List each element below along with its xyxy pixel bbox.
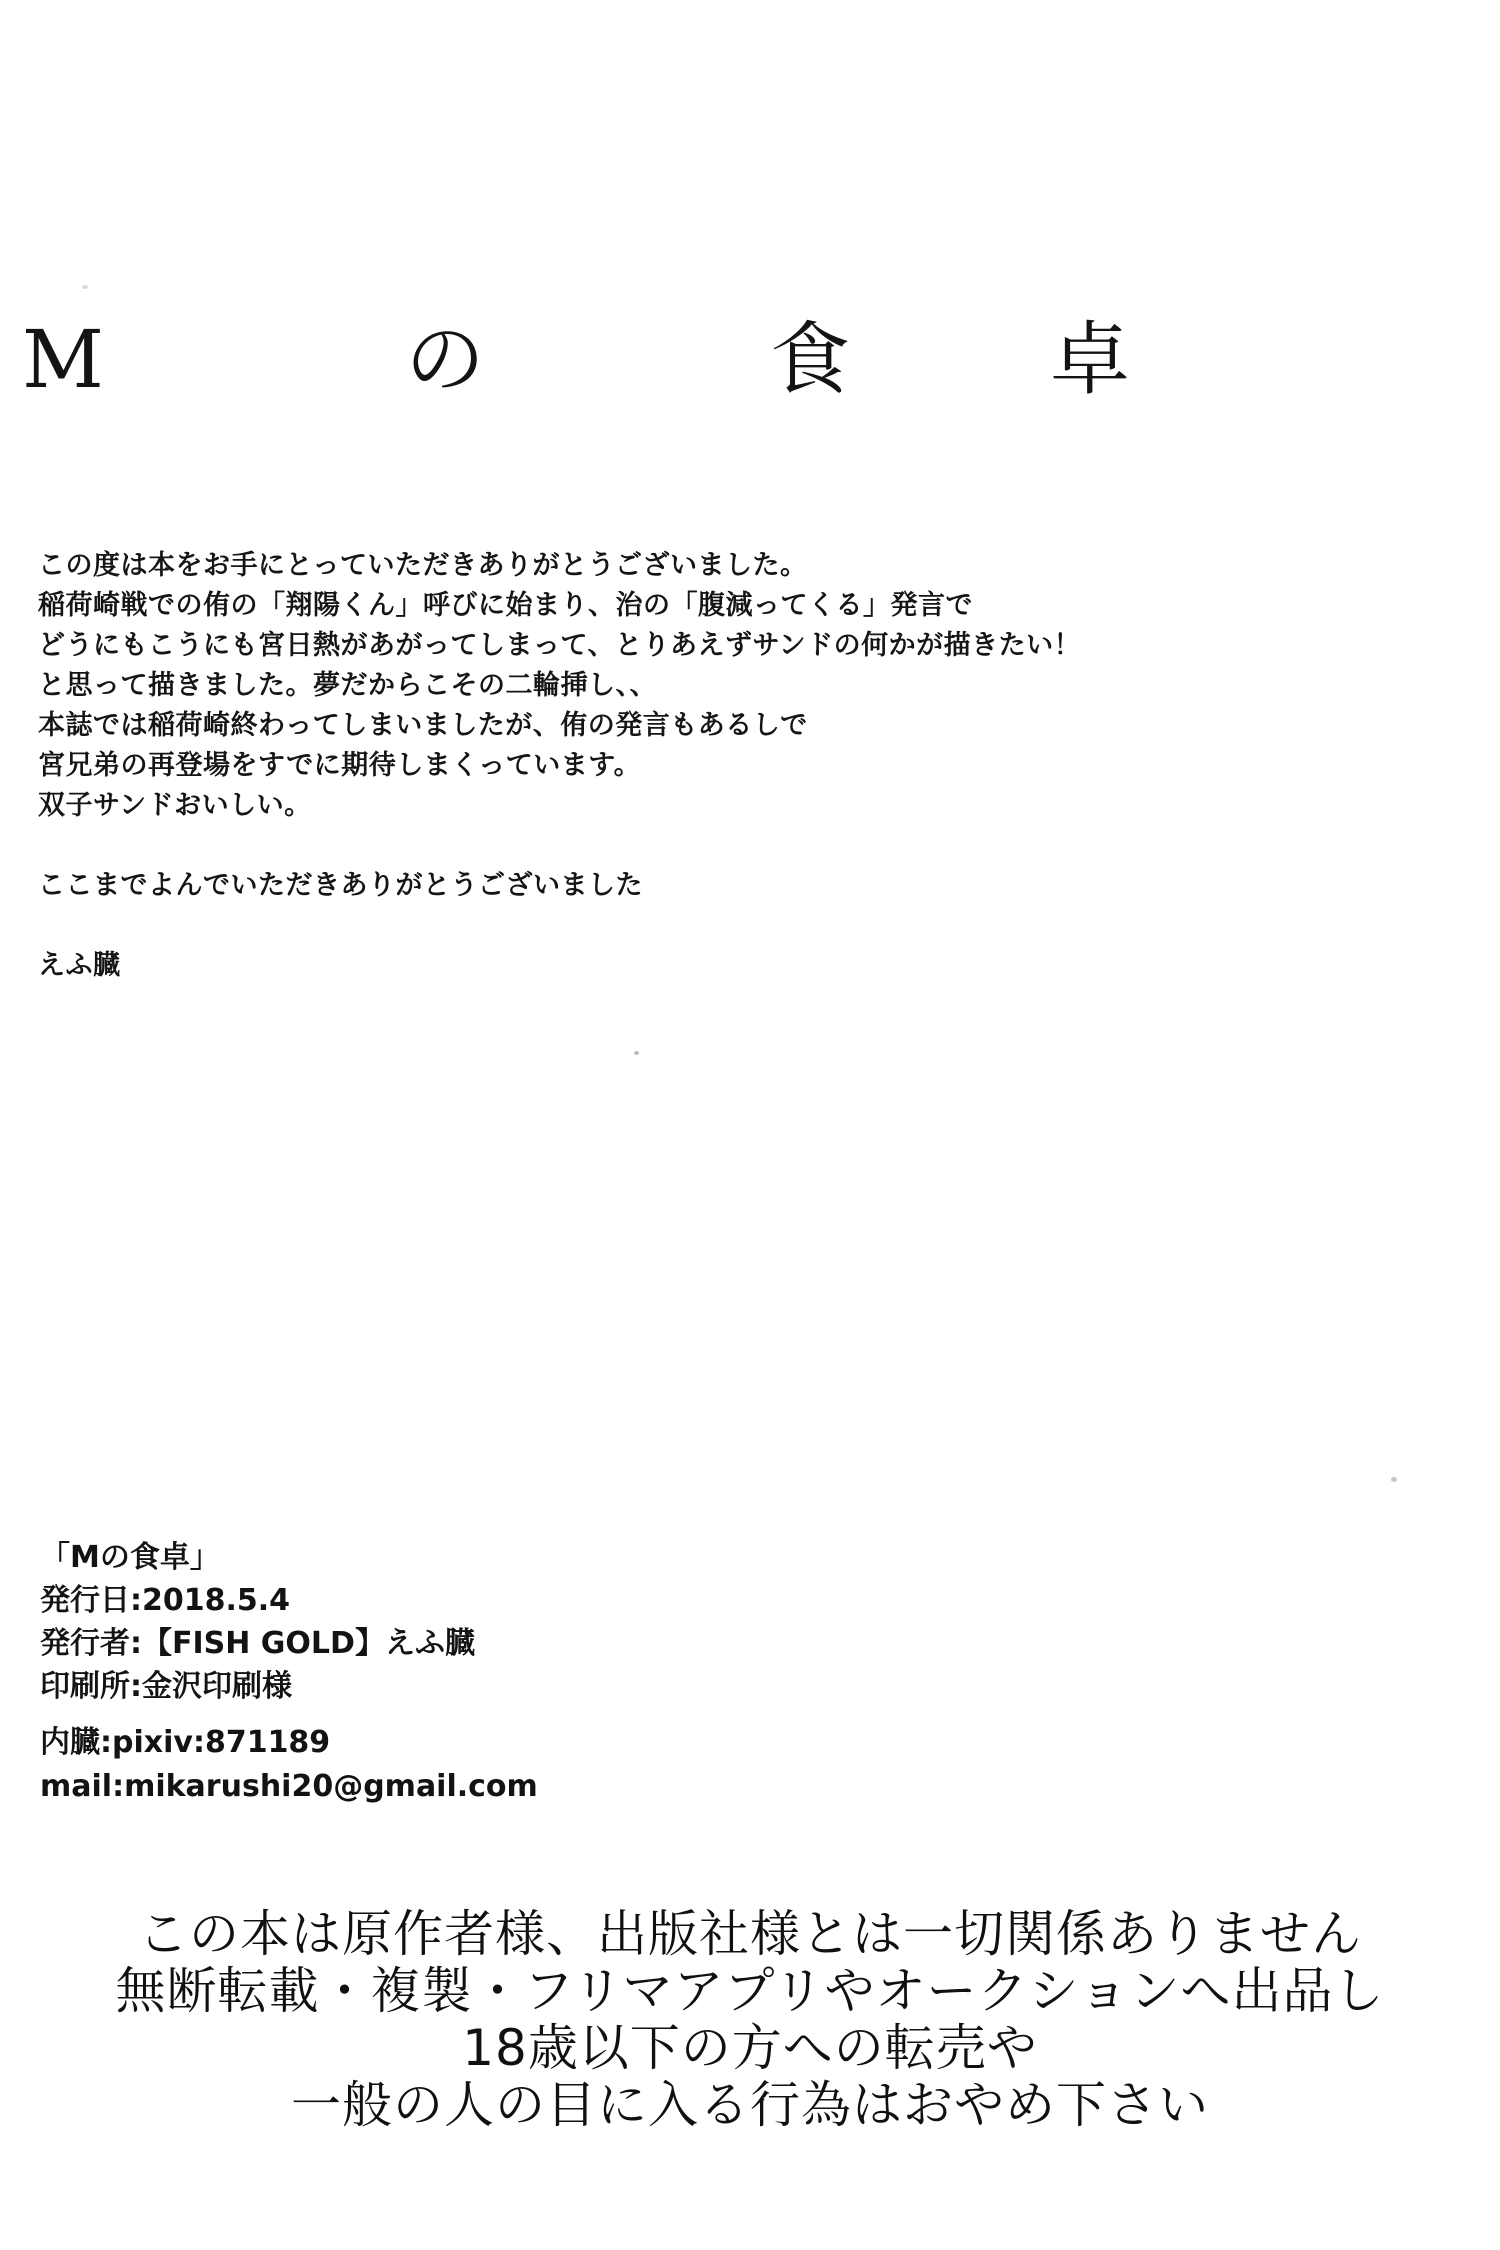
afterword-line: ここまでよんでいただきありがとうございました [38,870,643,901]
title-char-shoku: 食 [770,313,850,406]
title-char-m: M [22,313,104,406]
afterword-line: 稲荷崎戦での侑の「翔陽くん」呼びに始まり、治の「腹減ってくる」発言で [38,590,973,621]
colophon-publisher: 発行者:【FISH GOLD】えふ臓 [40,1626,475,1661]
disclaimer-line: 無断転載・複製・フリマアプリやオークションへ出品し [115,1962,1385,2020]
disclaimer-line: この本は原作者様、出版社様とは一切関係ありません [138,1905,1362,1963]
afterword-line: 宮兄弟の再登場をすでに期待しまくっています。 [38,750,642,781]
contact-email: mail:mikarushi20@gmail.com [40,1769,538,1804]
colophon-block [40,1536,475,1708]
scan-speck [1391,1477,1397,1482]
afterword-line: と思って描きました。夢だからこその二輪挿し、、 [38,670,657,701]
colophon-book-title: 「Mの食卓」 [40,1540,220,1575]
afterword-line: この度は本をお手にとっていただきありがとうございました。 [38,550,808,581]
contact-pixiv-id: 内臓:pixiv:871189 [40,1725,331,1760]
page-title [0,313,1500,426]
disclaimer-block [0,1906,1500,2134]
afterword-line: 双子サンドおいしい。 [38,790,312,821]
afterword-line: どうにもこうにも宮日熱があがってしまって、とりあえずサンドの何かが描きたい！ [38,630,1082,661]
title-char-taku: 卓 [1050,313,1130,406]
afterword-line: 本誌では稲荷崎終わってしまいましたが、侑の発言もあるしで [38,710,808,741]
author-signature: えふ臓 [38,950,121,981]
scan-speck [82,285,88,289]
disclaimer-line: 一般の人の目に入る行為はおやめ下さい [291,2076,1209,2134]
colophon-printer: 印刷所:金沢印刷様 [40,1669,292,1704]
colophon-issue-date: 発行日:2018.5.4 [40,1583,291,1618]
afterword-blank-line [38,826,1238,866]
afterword-blank-line [38,906,1238,946]
disclaimer-line: 18歳以下の方への転売や [462,2019,1038,2077]
scan-speck [634,1051,639,1055]
title-char-no: の [405,313,485,406]
contact-block [40,1721,538,1809]
afterword-text [38,546,1238,986]
